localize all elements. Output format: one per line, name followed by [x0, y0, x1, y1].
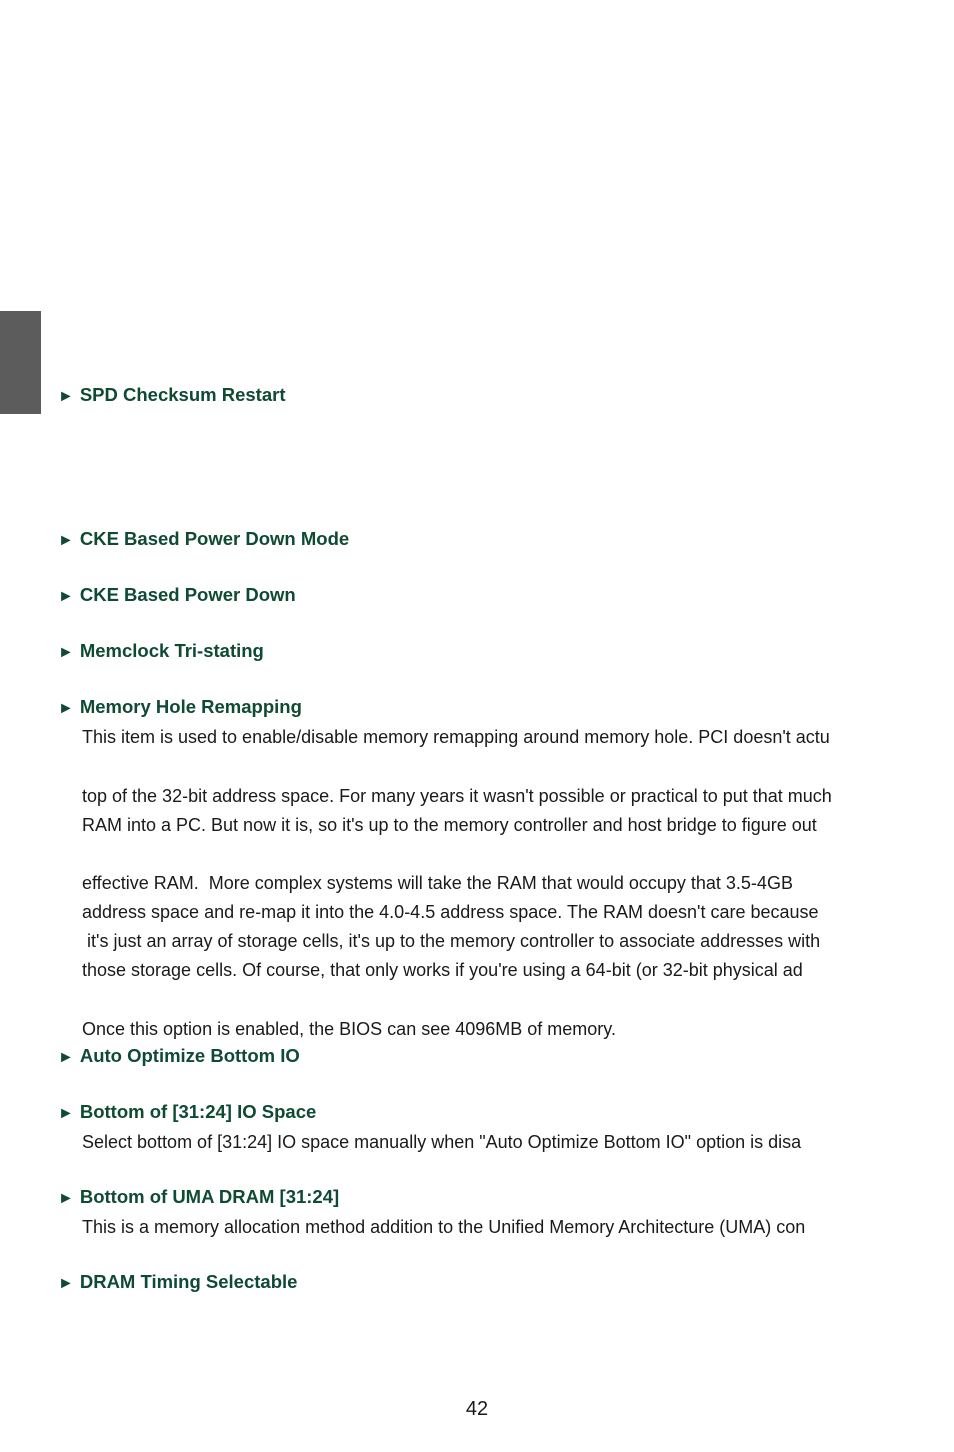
- heading-text: Bottom of [31:24] IO Space: [79, 1101, 317, 1122]
- heading-memory-hole-remapping: [58, 696, 302, 720]
- heading-text: Memory Hole Remapping: [79, 696, 302, 717]
- chapter-side-tab: [0, 311, 41, 414]
- remap-body-line: This item is used to enable/disable memory remapping around memory hole. PCI doesn't actu: [82, 727, 830, 747]
- heading-dram-timing-selectable: [58, 1271, 297, 1295]
- heading-spd-checksum-restart: [58, 384, 285, 408]
- page-number: 42: [465, 1398, 489, 1420]
- bullet-arrow-icon: ►: [58, 1049, 74, 1066]
- heading-cke-power-down: [58, 584, 296, 608]
- heading-text: SPD Checksum Restart: [79, 384, 286, 405]
- uma-body-line: This is a memory allocation method addition to the Unified Memory Architecture (UMA) con: [82, 1217, 806, 1237]
- heading-text: Memclock Tri-stating: [79, 640, 264, 661]
- bullet-arrow-icon: ►: [58, 588, 74, 605]
- heading-bottom-io-space: [58, 1101, 316, 1125]
- heading-text: CKE Based Power Down Mode: [79, 528, 350, 549]
- bullet-arrow-icon: ►: [58, 1190, 74, 1207]
- bullet-arrow-icon: ►: [58, 1275, 74, 1292]
- bullet-arrow-icon: ►: [58, 1105, 74, 1122]
- bullet-arrow-icon: ►: [58, 388, 74, 405]
- remap-body-line: address space and re-map it into the 4.0-4.5 address space. The RAM doesn't care because: [82, 902, 819, 922]
- remap-body-line: Once this option is enabled, the BIOS can see 4096MB of memory.: [82, 1019, 616, 1039]
- remap-body-line: it's just an array of storage cells, it's up to the memory controller to associate addresses with: [82, 931, 821, 951]
- remap-body-line: RAM into a PC. But now it is, so it's up to the memory controller and host bridge to figure out: [82, 815, 817, 835]
- remap-body-line: effective RAM. More complex systems will take the RAM that would occupy that 3.5-4GB: [82, 873, 793, 893]
- heading-auto-optimize-bottom-io: [58, 1045, 300, 1069]
- bullet-arrow-icon: ►: [58, 532, 74, 549]
- heading-text: Auto Optimize Bottom IO: [79, 1045, 300, 1066]
- heading-memclock-tristating: [58, 640, 264, 664]
- bullet-arrow-icon: ►: [58, 700, 74, 717]
- heading-cke-power-down-mode: [58, 528, 349, 552]
- remap-body-line: those storage cells. Of course, that only works if you're using a 64-bit (or 32-bit physical ad: [82, 960, 803, 980]
- remap-body-line: top of the 32-bit address space. For many years it wasn't possible or practical to put that much: [82, 786, 832, 806]
- heading-bottom-uma-dram: [58, 1186, 339, 1210]
- heading-text: DRAM Timing Selectable: [79, 1271, 298, 1292]
- heading-text: CKE Based Power Down: [79, 584, 296, 605]
- bottom-io-body-line: Select bottom of [31:24] IO space manually when "Auto Optimize Bottom IO" option is disa: [82, 1132, 802, 1152]
- bullet-arrow-icon: ►: [58, 644, 74, 661]
- heading-text: Bottom of UMA DRAM [31:24]: [79, 1186, 340, 1207]
